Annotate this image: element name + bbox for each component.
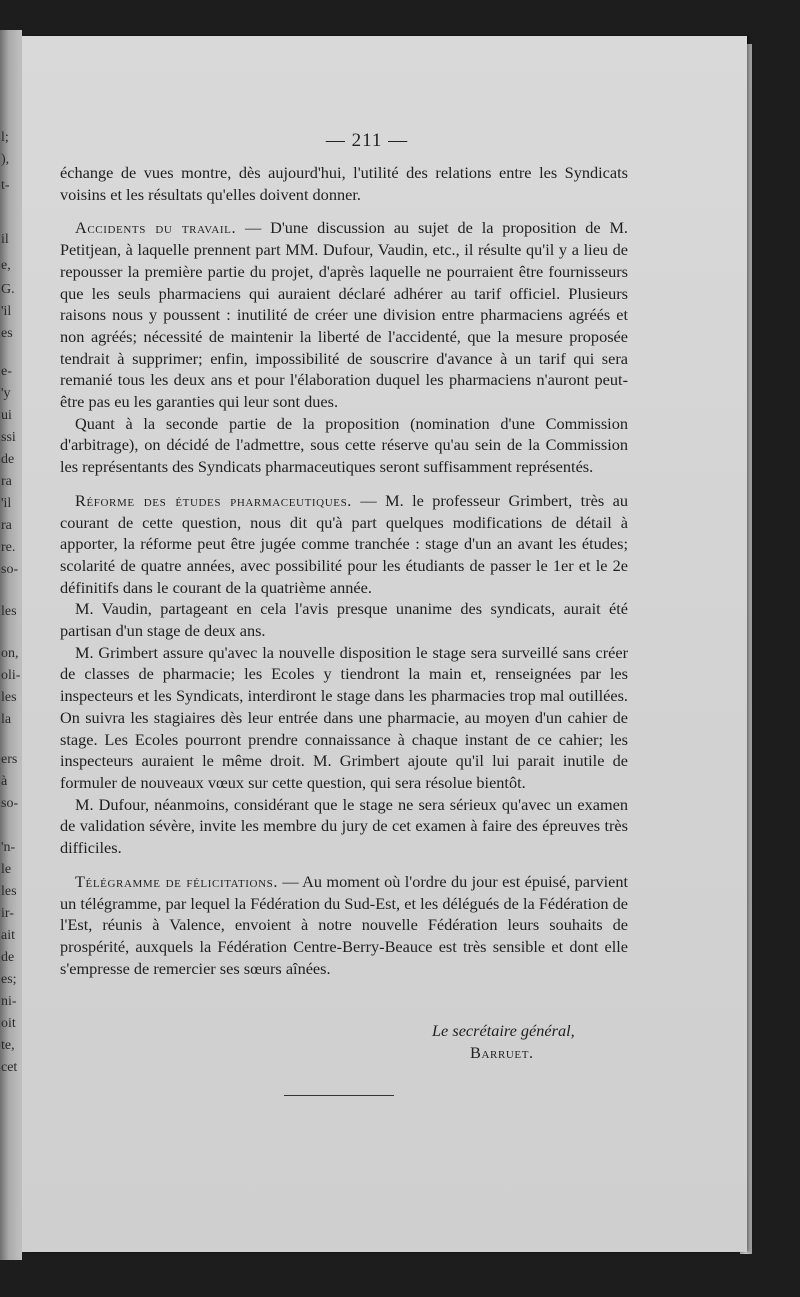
margin-fragment: oit — [1, 1016, 16, 1031]
margin-fragment: 'n- — [1, 840, 16, 855]
paragraph-dufour — [60, 794, 628, 859]
paragraph-text: M. Vaudin, partageant en cela l'avis presque unanime des syndicats, aurait été partisan d'un stage de deux ans. — [60, 599, 628, 641]
margin-fragment: ra — [1, 474, 12, 489]
paragraph-vaudin — [60, 598, 628, 641]
signature-title: Le secrétaire général, — [432, 1021, 575, 1040]
page-number: — 211 — — [325, 130, 409, 151]
paragraph-text: — D'une discussion au sujet de la proposition de M. Petitjean, à laquelle prennent part MM. Dufour, Vaudin, etc., il résulte qu'il y a lieu de repousser la première partie du projet, d'après laquelle ne pourraient être fournisseurs que les seuls pharmaciens qui auraient déclaré adhérer au tarif officiel. Plusieurs raisons nous y poussent : inutilité de créer une division entre pharmaciens agréés et non agréés; nécessité de maintenir la liberté de l'accidenté, que la mesure proposée tendrait à supprimer; enfin, impossibilité de souscrire d'avance à un tarif qui sera remanié tous les deux ans et pour l'élaboration duquel les pharmaciens n'auront peut-être pas eu les garanties qui leur sont dues. — [60, 218, 628, 412]
margin-fragment: re. — [1, 540, 16, 555]
margin-fragment: es; — [1, 972, 17, 987]
margin-fragment: on, — [1, 646, 19, 661]
margin-fragment: oli- — [1, 668, 21, 683]
margin-fragment: 'y — [1, 386, 11, 401]
margin-fragment: ir- — [1, 906, 14, 921]
margin-fragment: t- — [1, 178, 10, 193]
paragraph-text: — Au moment où l'ordre du jour est épuisé, parvient un télégramme, par lequel la Fédération du Sud-Est, et les délégués de la Fédération de l'Est, réunis à Valence, envoient à notre nouvelle Fédération leurs souhaits de prospérité, auxquels la Fédération Centre-Berry-Beauce est très sensible et dont elle s'empresse de remercier ses sœurs aînées. — [60, 871, 628, 978]
margin-fragment: so- — [1, 796, 19, 811]
paragraph-commission-arbitrage — [60, 413, 628, 478]
margin-fragment: les — [1, 690, 17, 705]
signature-block — [432, 1020, 575, 1064]
margin-fragment: 'il — [1, 304, 12, 319]
margin-fragment: de — [1, 452, 15, 467]
margin-fragment: G. — [1, 282, 15, 297]
paragraph-text: M. Grimbert assure qu'avec la nouvelle disposition le stage sera surveillé sans créer de classes de pharmacie; les Ecoles y tiendront la main et, renseignées par les inspecteurs et les Syndicats, interdiront le stage dans les pharmacies trop mal outillées. On suivra les stagiaires dès leur entrée dans une pharmacie, au moyen d'un cahier de stage. Les Ecoles pourront prendre connaissance à chaque instant de ce cahier; les inspecteurs auraient le même droit. M. Grimbert ajoute qu'il lui parait inutile de formuler de nouveaux vœux sur cette question, qui sera résolue bientôt. — [60, 642, 628, 792]
paragraph-reforme-etudes — [60, 490, 628, 599]
margin-fragment: l; — [1, 130, 9, 145]
margin-fragment: les — [1, 604, 17, 619]
margin-fragment: les — [1, 884, 17, 899]
margin-fragment: ), — [1, 152, 10, 167]
adjacent-page-sliver — [0, 30, 22, 1260]
margin-fragment: ra — [1, 518, 12, 533]
paragraph-text: M. Dufour, néanmoins, considérant que le stage ne sera sérieux qu'avec un examen de validation sévère, invite les membre du jury de cet examen à faire des épreuves très difficiles. — [60, 794, 628, 858]
paragraph-telegramme — [60, 871, 628, 980]
paragraph-accidents-du-travail — [60, 217, 628, 412]
paragraph-text: Quant à la seconde partie de la proposition (nomination d'une Commission d'arbitrage), on décidé de l'admettre, sous cette réserve qu'au sein de la Commission les représentants des Syndicats pharmaceutiques seront suffisamment représentés. — [60, 413, 628, 477]
margin-fragment: cet — [1, 1060, 18, 1075]
margin-fragment: il — [1, 232, 9, 247]
margin-fragment: à — [1, 774, 8, 789]
margin-fragment: te, — [1, 1038, 15, 1053]
margin-fragment: so- — [1, 562, 19, 577]
margin-fragment: ni- — [1, 994, 17, 1009]
paragraph-text: — M. le professeur Grimbert, très au courant de cette question, nous dit qu'à part quelques modifications de détail à apporter, la réforme peut être jugée comme tranchée : stage d'un an avant les études; scolarité de quatre années, avec possibilité pour les étudiants de passer le 1er et le 2e définitifs dans le courant de la quatrième année. — [60, 490, 628, 597]
closing-rule — [284, 1095, 394, 1096]
body-text — [60, 162, 628, 979]
paragraph-continuation — [60, 162, 628, 205]
margin-fragment: ers — [1, 752, 18, 767]
section-heading: Télégramme de félicitations. — [75, 871, 279, 891]
margin-fragment: es — [1, 326, 13, 341]
paragraph-grimbert — [60, 642, 628, 794]
margin-fragment: le — [1, 862, 12, 877]
margin-fragment: e- — [1, 364, 12, 379]
margin-fragment: e, — [1, 258, 11, 273]
margin-fragment: la — [1, 712, 12, 727]
section-heading: Réforme des études pharmaceutiques. — [75, 490, 352, 510]
signature-name: Barruet. — [470, 1043, 534, 1062]
margin-fragment: de — [1, 950, 15, 965]
margin-fragment: ait — [1, 928, 15, 943]
margin-fragment: ssi — [1, 430, 16, 445]
section-heading: Accidents du travail. — [75, 218, 237, 238]
margin-fragment: 'il — [1, 496, 12, 511]
paragraph-text: échange de vues montre, dès aujourd'hui, l'utilité des relations entre les Syndicats voisins et les résultats qu'elles doivent donner. — [60, 163, 628, 204]
document-page — [22, 36, 747, 1252]
margin-fragment: ui — [1, 408, 12, 423]
